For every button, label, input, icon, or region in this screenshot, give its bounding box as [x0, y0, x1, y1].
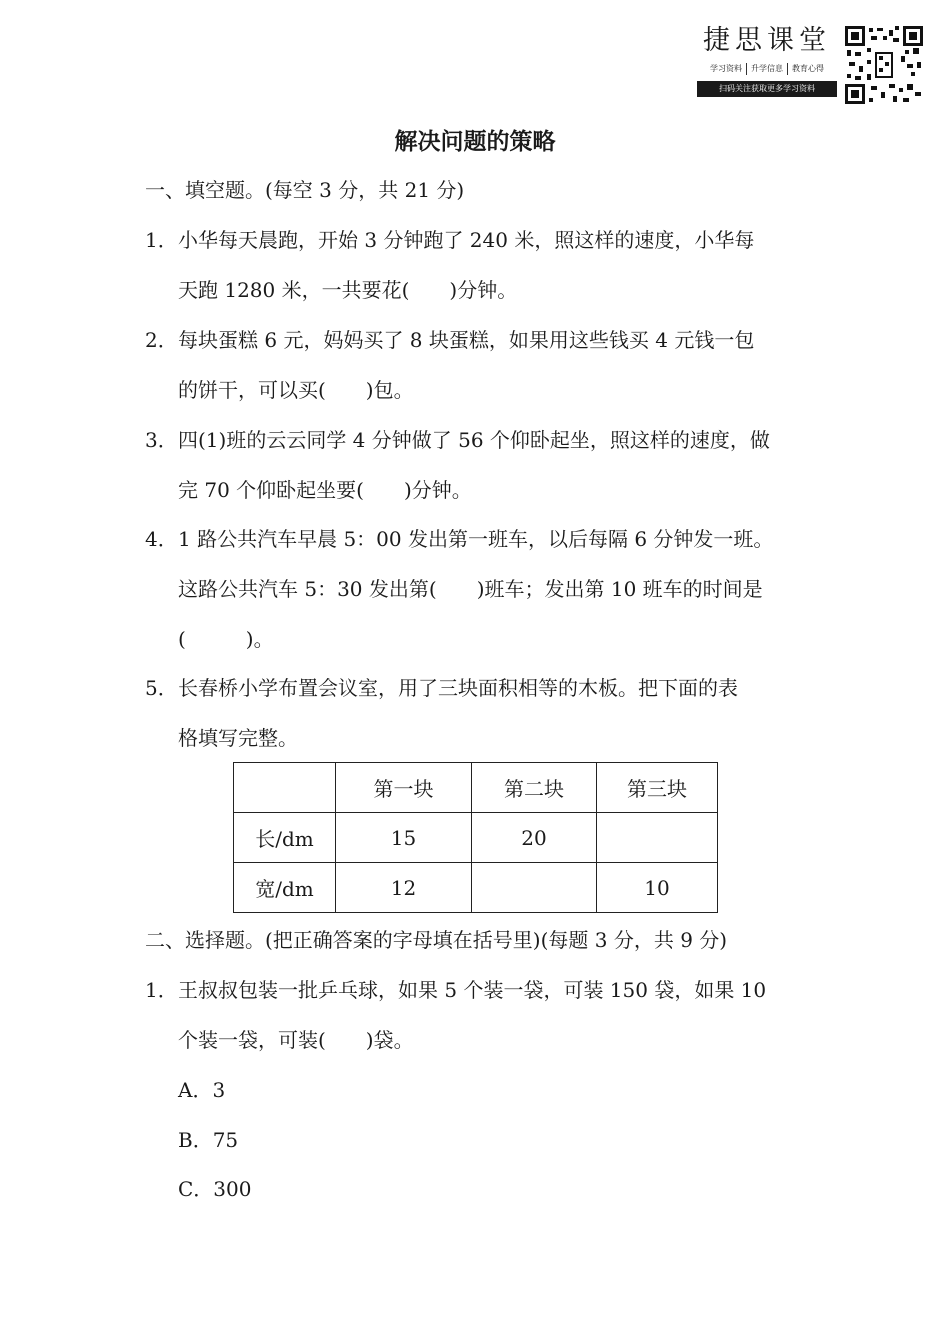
question-text: 天跑 1280 米，一共要花( )分钟。 [178, 278, 518, 302]
brand-tag: 教育心得 [787, 63, 828, 75]
question-line [145, 423, 770, 457]
question-text: 王叔叔包装一批乒乓球，如果 5 个装一袋，可装 150 袋，如果 10 [178, 978, 767, 1002]
brand-logo [697, 24, 837, 97]
qr-code-icon [845, 26, 923, 104]
option-b: B．75 [178, 1128, 239, 1152]
option-c: C．300 [178, 1177, 252, 1201]
question-text: 这路公共汽车 5：30 发出第( )班车；发出第 10 班车的时间是 [178, 577, 763, 601]
question-line [145, 973, 766, 1007]
table-header: 第一块 [336, 763, 472, 813]
question-text: 小华每天晨跑，开始 3 分钟跑了 240 米，照这样的速度，小华每 [178, 228, 755, 252]
table-header: 第三块 [597, 763, 718, 813]
option-a: A．3 [178, 1078, 226, 1102]
question-line [145, 522, 773, 556]
question-text: 的饼干，可以买( )包。 [178, 378, 414, 402]
question-number: 5． [145, 676, 178, 700]
question-text: 个装一袋，可装( )袋。 [178, 1028, 414, 1052]
question-text: 长春桥小学布置会议室，用了三块面积相等的木板。把下面的表 [178, 676, 738, 700]
question-text: 完 70 个仰卧起坐要( )分钟。 [178, 478, 472, 502]
question-line [145, 671, 738, 705]
table-cell: 12 [336, 863, 472, 913]
question-line [145, 223, 754, 257]
table-cell: 长/dm [234, 813, 336, 863]
table-row [234, 863, 718, 913]
question-line [145, 323, 754, 357]
board-table [233, 762, 718, 913]
table-header: 第二块 [472, 763, 597, 813]
question-number: 1． [145, 228, 178, 252]
table-cell [472, 863, 597, 913]
brand-name: 捷思课堂 [703, 25, 831, 56]
brand-tag: 升学信息 [746, 63, 787, 75]
question-text: 1 路公共汽车早晨 5：00 发出第一班车，以后每隔 6 分钟发一班。 [178, 527, 774, 551]
question-number: 1． [145, 978, 178, 1002]
section-heading: 一、填空题。(每空 3 分，共 21 分) [145, 178, 465, 202]
brand-tags [697, 63, 837, 75]
table-cell: 10 [597, 863, 718, 913]
brand-tag: 学习资料 [710, 64, 742, 73]
table-row [234, 813, 718, 863]
question-text: 四(1)班的云云同学 4 分钟做了 56 个仰卧起坐，照这样的速度，做 [178, 428, 770, 452]
section-heading: 二、选择题。(把正确答案的字母填在括号里)(每题 3 分，共 9 分) [145, 928, 728, 952]
question-number: 3． [145, 428, 178, 452]
table-cell: 20 [472, 813, 597, 863]
brand-slogan: 扫码关注获取更多学习资料 [697, 81, 837, 97]
table-cell [597, 813, 718, 863]
question-number: 4． [145, 527, 178, 551]
question-number: 2． [145, 328, 178, 352]
question-text: ( )。 [178, 627, 274, 651]
question-text: 格填写完整。 [178, 726, 298, 750]
page-title: 解决问题的策略 [394, 129, 556, 155]
table-cell: 宽/dm [234, 863, 336, 913]
table-header-row [234, 763, 718, 813]
table-header [234, 763, 336, 813]
table-cell: 15 [336, 813, 472, 863]
question-text: 每块蛋糕 6 元，妈妈买了 8 块蛋糕，如果用这些钱买 4 元钱一包 [178, 328, 755, 352]
